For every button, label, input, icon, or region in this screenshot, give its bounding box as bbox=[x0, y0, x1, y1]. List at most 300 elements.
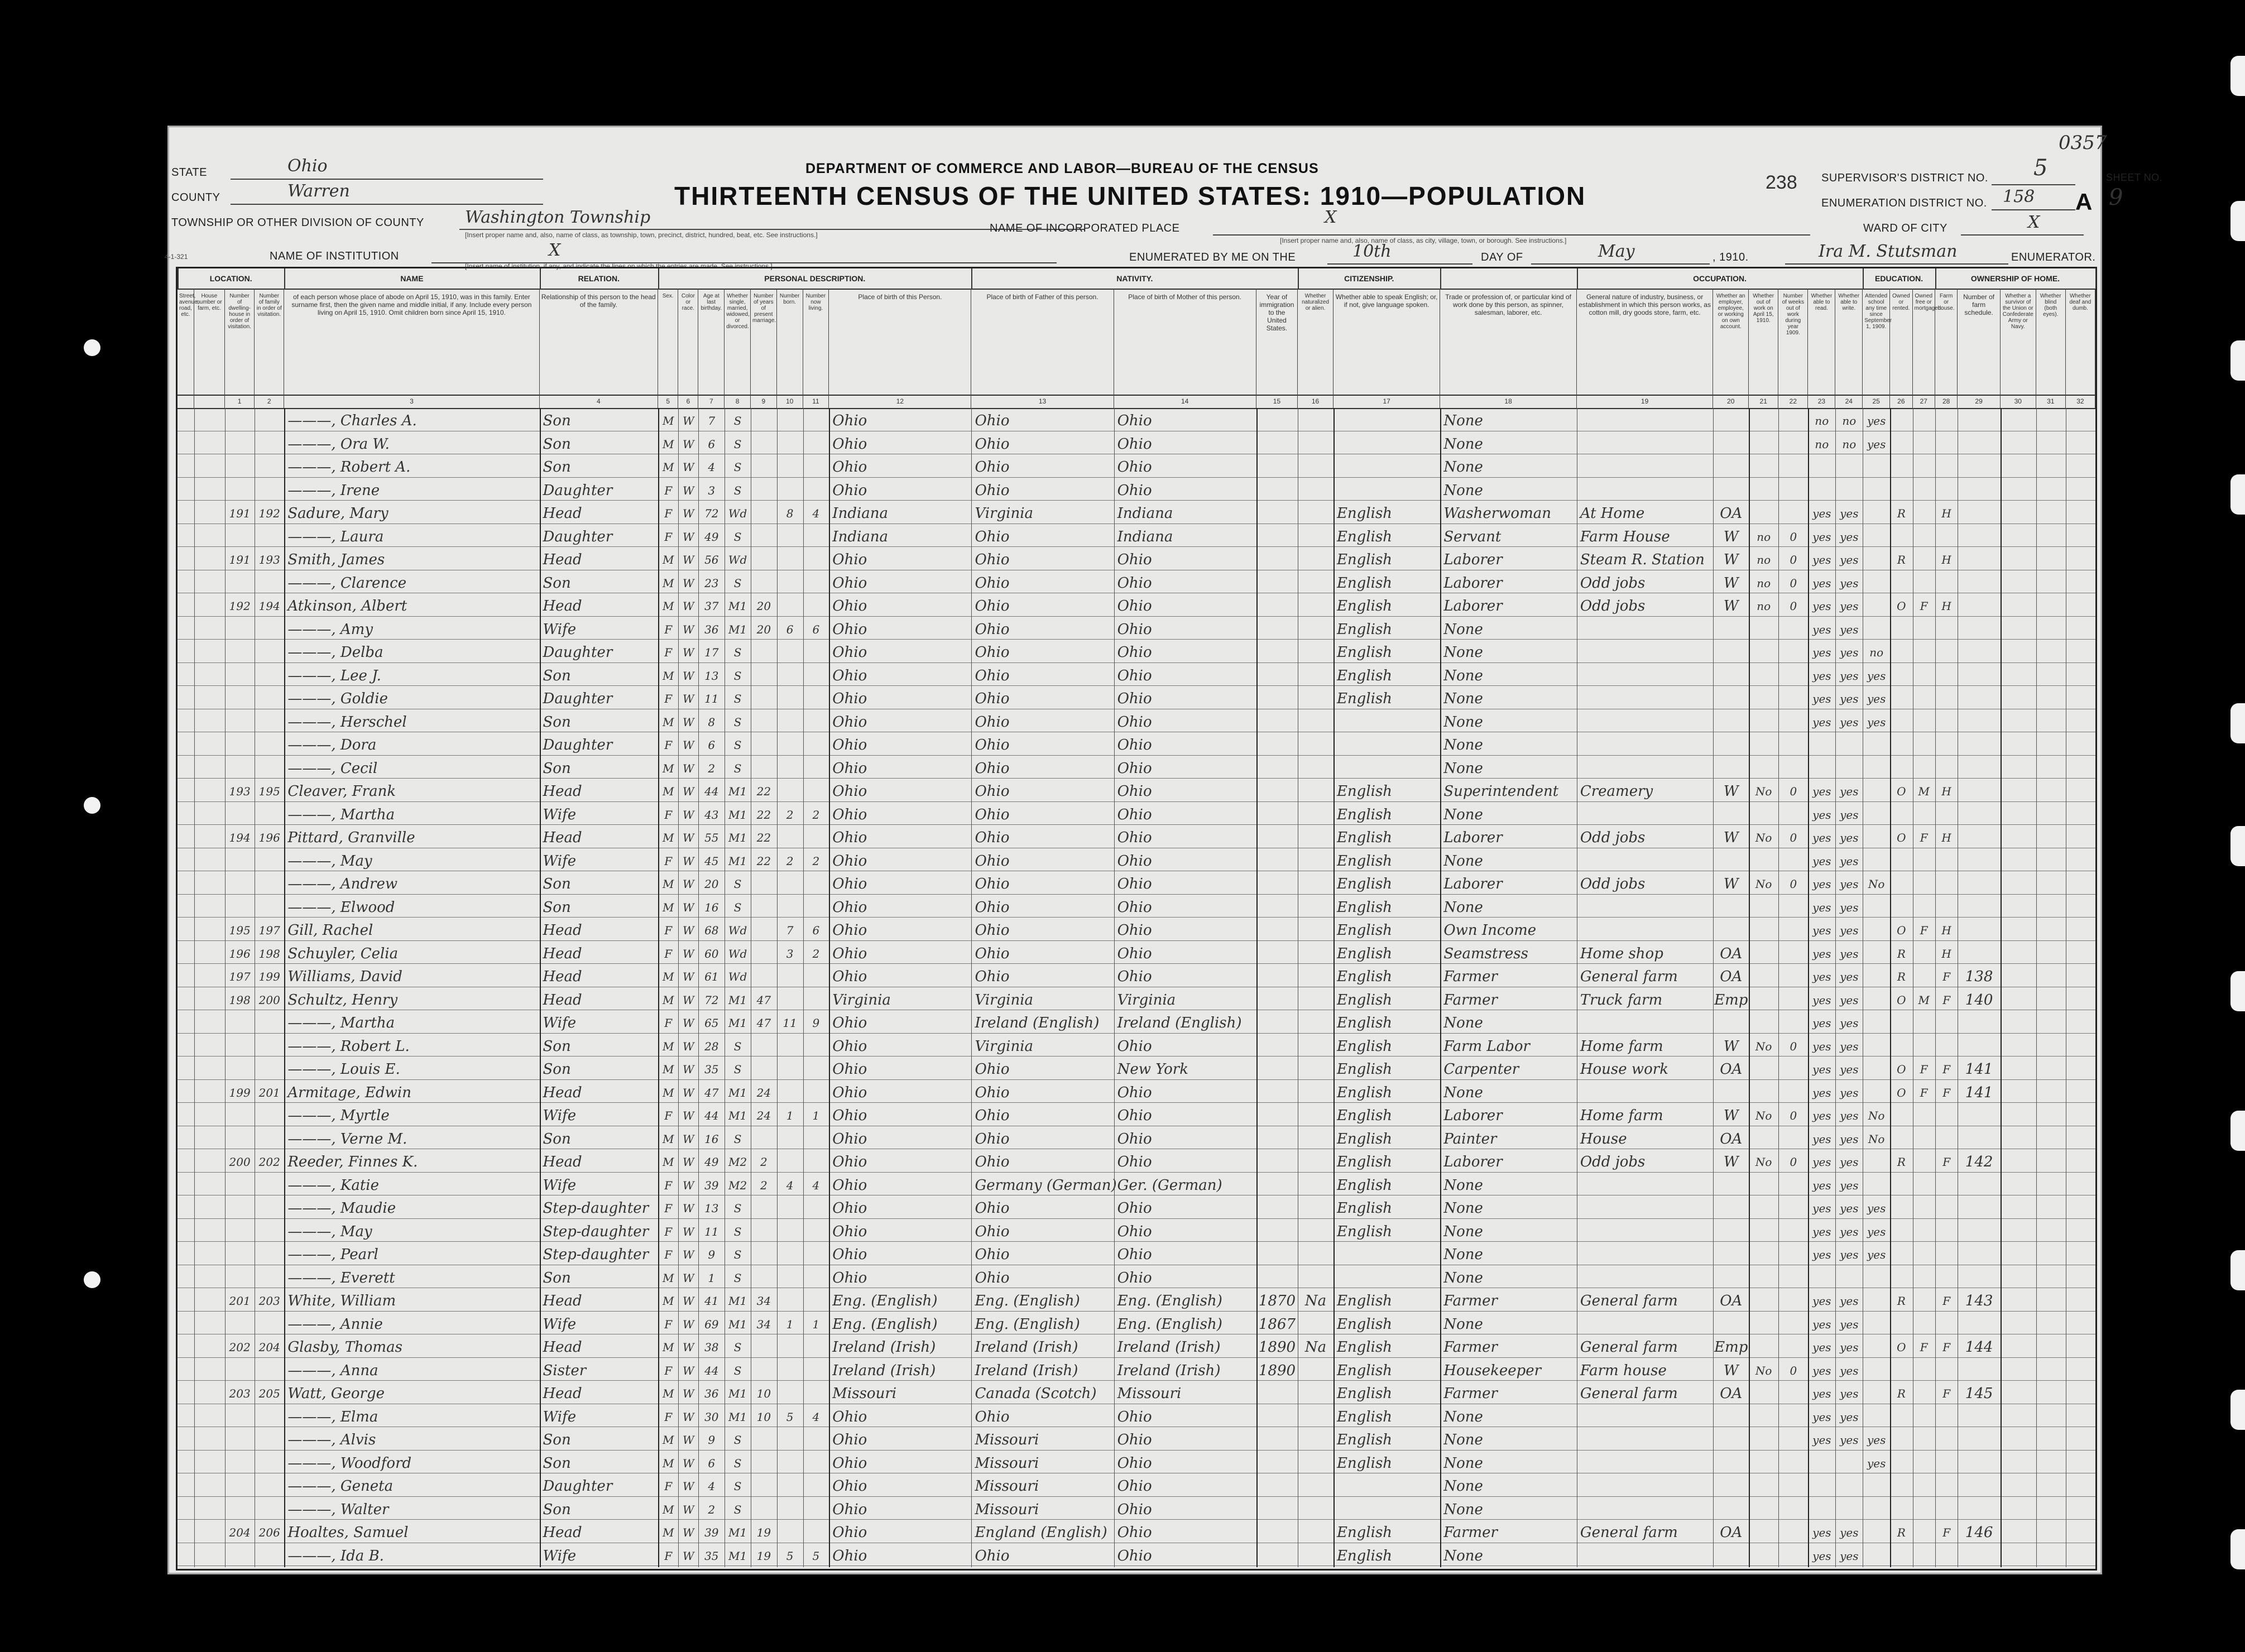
cell-ms: Wd bbox=[728, 553, 747, 566]
cell-dw: 198 bbox=[229, 993, 251, 1007]
column-header: Year of immigration to the United States. bbox=[1256, 289, 1298, 395]
column-number: 22 bbox=[1778, 395, 1808, 408]
column-number: 18 bbox=[1440, 395, 1577, 408]
county-label: COUNTY bbox=[171, 191, 220, 204]
cell-write: yes bbox=[1840, 1363, 1859, 1377]
cell-age: 49 bbox=[704, 1155, 719, 1169]
cell-age: 23 bbox=[704, 576, 719, 590]
cell-fbp: Ohio bbox=[975, 899, 1010, 916]
cell-race: W bbox=[683, 1549, 694, 1563]
cell-fh: F bbox=[1942, 1294, 1951, 1308]
cell-age: 45 bbox=[704, 854, 719, 868]
cell-rel: Head bbox=[543, 991, 582, 1009]
cell-age: 65 bbox=[704, 1016, 719, 1030]
cell-rel: Head bbox=[543, 922, 582, 939]
punch-hole bbox=[84, 797, 100, 814]
institution-note: [Insert name of institution, if any, and indicate the lines on which the entries are made. See instructions.] bbox=[465, 262, 773, 270]
cell-occ: None bbox=[1443, 737, 1483, 753]
cell-mbp: Ohio bbox=[1117, 760, 1152, 777]
cell-mbp: Ger. (German) bbox=[1117, 1176, 1222, 1194]
cell-mbp: Ohio bbox=[1117, 482, 1152, 499]
cell-mbp: Ohio bbox=[1117, 1524, 1152, 1541]
cell-name: ———, Woodford bbox=[287, 1454, 412, 1472]
cell-name: ———, Elma bbox=[287, 1408, 378, 1425]
cell-own: R bbox=[1897, 553, 1906, 566]
cell-race: W bbox=[683, 900, 694, 914]
cell-school: yes bbox=[1867, 437, 1886, 451]
column-number: 10 bbox=[777, 395, 803, 408]
cell-write: yes bbox=[1840, 669, 1859, 683]
cell-emp: W bbox=[1723, 551, 1739, 568]
cell-write: yes bbox=[1840, 831, 1859, 844]
cell-read: yes bbox=[1812, 1086, 1831, 1099]
cell-write: yes bbox=[1840, 692, 1859, 705]
cell-fbp: Ohio bbox=[975, 551, 1010, 568]
cell-read: yes bbox=[1812, 1248, 1831, 1261]
cell-sex: F bbox=[664, 622, 673, 636]
cell-eng: English bbox=[1336, 783, 1393, 800]
cell-sex: F bbox=[664, 646, 673, 659]
cell-bp: Ohio bbox=[832, 876, 867, 892]
cell-race: W bbox=[683, 553, 694, 566]
cell-ms: S bbox=[733, 1341, 742, 1354]
cell-ms: S bbox=[733, 1363, 742, 1377]
cell-mbp: Ohio bbox=[1117, 1223, 1152, 1240]
cell-ind: Odd jobs bbox=[1580, 1154, 1646, 1170]
cell-fbp: Ohio bbox=[975, 598, 1010, 614]
cell-rel: Sister bbox=[543, 1362, 587, 1379]
cell-name: ———, Robert A. bbox=[287, 459, 411, 476]
cell-race: W bbox=[683, 1155, 694, 1169]
cell-born: 8 bbox=[786, 507, 794, 520]
column-numbers bbox=[178, 395, 2095, 409]
cell-fbp: Ireland (Irish) bbox=[975, 1362, 1078, 1379]
column-group-header: LOCATION. bbox=[178, 268, 285, 289]
cell-age: 68 bbox=[704, 924, 719, 937]
cell-fbp: Ohio bbox=[975, 852, 1010, 870]
cell-yrs: 10 bbox=[756, 1410, 771, 1424]
cell-occ: Laborer bbox=[1443, 876, 1503, 892]
cell-write: yes bbox=[1840, 576, 1859, 590]
cell-age: 16 bbox=[704, 1132, 719, 1146]
column-header: Number now living. bbox=[803, 289, 829, 395]
cell-ind: General farm bbox=[1580, 1339, 1678, 1356]
cell-rel: Step-daughter bbox=[543, 1246, 649, 1263]
township-note: [Insert proper name and, also, name of class, as township, town, precinct, district, hundred, beat, etc. See instructions.] bbox=[465, 231, 818, 239]
cell-race: W bbox=[683, 1271, 694, 1285]
cell-bp: Ohio bbox=[832, 1408, 867, 1425]
cell-oow: No bbox=[1755, 1109, 1772, 1122]
cell-eng: English bbox=[1336, 1200, 1393, 1217]
column-number: 23 bbox=[1808, 395, 1835, 408]
cell-ms: S bbox=[733, 483, 742, 497]
cell-mbp: Ohio bbox=[1117, 1269, 1152, 1286]
cell-read: yes bbox=[1812, 1294, 1831, 1308]
cell-name: ———, Myrtle bbox=[287, 1107, 390, 1124]
page-number: 238 bbox=[1766, 172, 1797, 193]
cell-own: R bbox=[1897, 947, 1906, 961]
cell-mbp: Ohio bbox=[1117, 1454, 1152, 1472]
cell-name: ———, Robert L. bbox=[287, 1038, 410, 1055]
cell-occ: None bbox=[1443, 1315, 1483, 1333]
cell-bp: Ohio bbox=[832, 1015, 867, 1031]
cell-eng: English bbox=[1336, 1339, 1393, 1356]
cell-read: yes bbox=[1812, 553, 1831, 566]
cell-fbp: Ohio bbox=[975, 1084, 1010, 1101]
cell-ms: S bbox=[733, 877, 742, 891]
cell-age: 43 bbox=[704, 808, 719, 822]
cell-name: Reeder, Finnes K. bbox=[287, 1154, 418, 1170]
cell-mbp: Indiana bbox=[1117, 505, 1173, 522]
cell-mbp: Ohio bbox=[1117, 1154, 1152, 1170]
sheet-letter: A bbox=[2075, 189, 2093, 215]
cell-eng: English bbox=[1336, 1547, 1393, 1564]
cell-write: no bbox=[1842, 414, 1857, 428]
cell-age: 41 bbox=[704, 1294, 719, 1308]
column-header: Whether an employer, employee, or working on own account. bbox=[1713, 289, 1749, 395]
cell-mbp: Missouri bbox=[1117, 1385, 1182, 1402]
cell-mbp: Ohio bbox=[1117, 459, 1152, 476]
cell-read: yes bbox=[1812, 669, 1831, 683]
cell-wks: 0 bbox=[1790, 831, 1797, 844]
cell-mbp: Ohio bbox=[1117, 435, 1152, 453]
cell-fam: 206 bbox=[258, 1526, 280, 1539]
cell-born: 2 bbox=[786, 854, 794, 868]
cell-sex: M bbox=[662, 785, 674, 798]
cell-age: 39 bbox=[704, 1178, 719, 1192]
cell-age: 72 bbox=[704, 507, 719, 520]
cell-ms: M2 bbox=[728, 1178, 747, 1192]
cell-read: yes bbox=[1812, 900, 1831, 914]
cell-own: O bbox=[1897, 831, 1906, 844]
cell-farm: 141 bbox=[1965, 1061, 1993, 1078]
column-header: Attended school any time since September 1, 1909. bbox=[1863, 289, 1890, 395]
column-number: 2 bbox=[255, 395, 284, 408]
cell-read: yes bbox=[1812, 1132, 1831, 1146]
cell-emp: W bbox=[1723, 598, 1739, 614]
cell-bp: Ohio bbox=[832, 737, 867, 753]
column-header: of each person whose place of abode on April 15, 1910, was in this family. Enter surname first, then the given name and middle initial, if any. Include every person living on April 15, 1910. Omit children born since April 15, 1910. bbox=[284, 289, 539, 395]
cell-ms: M1 bbox=[728, 1016, 747, 1030]
column-number: 19 bbox=[1577, 395, 1714, 408]
cell-sex: F bbox=[664, 530, 673, 544]
film-edge-tab bbox=[2230, 1111, 2245, 1151]
cell-race: W bbox=[683, 530, 694, 544]
cell-ind: House bbox=[1580, 1130, 1627, 1147]
cell-bp: Missouri bbox=[832, 1385, 897, 1402]
enumerator-line bbox=[1785, 263, 2008, 265]
cell-sex: M bbox=[662, 1039, 674, 1053]
cell-read: yes bbox=[1812, 877, 1831, 891]
cell-oow: No bbox=[1755, 831, 1772, 844]
cell-rel: Wife bbox=[543, 1408, 577, 1425]
cell-mbp: Ohio bbox=[1117, 783, 1152, 800]
cell-fbp: Ohio bbox=[975, 574, 1010, 592]
cell-ms: M1 bbox=[728, 1109, 747, 1122]
column-header: Color or race. bbox=[678, 289, 698, 395]
cell-mbp: Ohio bbox=[1117, 806, 1152, 823]
column-header: Whether naturalized or alien. bbox=[1298, 289, 1333, 395]
column-rule bbox=[1935, 408, 1936, 1567]
cell-name: ———, Louis E. bbox=[287, 1061, 400, 1078]
cell-emp: OA bbox=[1720, 1061, 1743, 1078]
cell-name: ———, Everett bbox=[287, 1269, 395, 1286]
enumeration-day: 10th bbox=[1352, 242, 1392, 261]
cell-ind: Home farm bbox=[1580, 1038, 1663, 1055]
cell-occ: Painter bbox=[1443, 1130, 1497, 1147]
cell-bp: Ohio bbox=[832, 1246, 867, 1263]
cell-name: ———, Irene bbox=[287, 482, 380, 499]
cell-age: 13 bbox=[704, 1202, 719, 1215]
cell-mbp: Eng. (English) bbox=[1117, 1315, 1222, 1333]
cell-write: yes bbox=[1840, 1178, 1859, 1192]
cell-school: yes bbox=[1867, 669, 1886, 683]
cell-ms: S bbox=[733, 437, 742, 451]
cell-mbp: Indiana bbox=[1117, 528, 1173, 545]
sheet-header bbox=[165, 127, 2163, 270]
cell-race: W bbox=[683, 993, 694, 1007]
cell-write: yes bbox=[1840, 808, 1859, 822]
cell-yrs: 22 bbox=[756, 854, 771, 868]
cell-age: 8 bbox=[708, 715, 716, 729]
cell-occ: Own Income bbox=[1443, 922, 1537, 939]
cell-fam: 203 bbox=[258, 1294, 280, 1308]
cell-ms: M1 bbox=[728, 1387, 747, 1400]
month-line bbox=[1531, 263, 1710, 265]
cell-school: No bbox=[1868, 1109, 1885, 1122]
cell-age: 4 bbox=[708, 1480, 716, 1493]
cell-rel: Head bbox=[543, 829, 582, 846]
cell-dw: 194 bbox=[229, 831, 251, 844]
enumerated-label: ENUMERATED BY ME ON THE bbox=[1129, 251, 1296, 263]
cell-oow: No bbox=[1755, 785, 1772, 798]
cell-free: F bbox=[1920, 924, 1928, 937]
cell-fam: 202 bbox=[258, 1155, 280, 1169]
cell-born: 5 bbox=[786, 1549, 794, 1563]
cell-race: W bbox=[683, 947, 694, 961]
cell-fh: H bbox=[1941, 785, 1951, 798]
cell-fbp: Ohio bbox=[975, 829, 1010, 846]
cell-rel: Son bbox=[543, 412, 571, 429]
cell-wks: 0 bbox=[1790, 530, 1797, 544]
cell-ms: M1 bbox=[728, 808, 747, 822]
cell-ms: S bbox=[733, 1433, 742, 1447]
cell-name: Sadure, Mary bbox=[287, 505, 388, 522]
cell-fam: 192 bbox=[258, 507, 280, 520]
cell-eng: English bbox=[1336, 505, 1393, 522]
cell-ms: S bbox=[733, 1224, 742, 1238]
cell-name: Pittard, Granville bbox=[287, 829, 415, 846]
cell-fam: 193 bbox=[258, 553, 280, 566]
cell-free: F bbox=[1920, 831, 1928, 844]
cell-write: yes bbox=[1840, 1410, 1859, 1424]
cell-ind: Steam R. Station bbox=[1580, 551, 1705, 568]
cell-race: W bbox=[683, 970, 694, 983]
cell-fbp: Ohio bbox=[975, 945, 1010, 962]
cell-mbp: Ohio bbox=[1117, 1130, 1152, 1147]
enumeration-line bbox=[1992, 209, 2075, 210]
cell-fbp: Ohio bbox=[975, 1547, 1010, 1564]
cell-sex: M bbox=[662, 1433, 674, 1447]
column-header: Number of weeks out of work during year 1909. bbox=[1778, 289, 1808, 395]
column-number: 32 bbox=[2066, 395, 2095, 408]
cell-race: W bbox=[683, 692, 694, 705]
cell-occ: None bbox=[1443, 1176, 1483, 1194]
cell-born: 11 bbox=[783, 1016, 797, 1030]
cell-read: yes bbox=[1812, 1433, 1831, 1447]
cell-ind: Home shop bbox=[1580, 945, 1663, 962]
cell-sex: F bbox=[664, 692, 673, 705]
cell-free: M bbox=[1918, 993, 1930, 1007]
cell-mbp: Ohio bbox=[1117, 1501, 1152, 1518]
cell-sex: M bbox=[662, 970, 674, 983]
column-rule bbox=[225, 408, 226, 1567]
cell-born: 2 bbox=[786, 808, 794, 822]
film-edge-tab bbox=[2230, 1250, 2245, 1290]
cell-born: 5 bbox=[786, 1410, 794, 1424]
cell-eng: English bbox=[1336, 1038, 1393, 1055]
cell-bp: Ohio bbox=[832, 690, 867, 707]
cell-living: 6 bbox=[812, 622, 820, 636]
column-header: Sex. bbox=[658, 289, 678, 395]
cell-fbp: Virginia bbox=[975, 1038, 1034, 1055]
state-value: Ohio bbox=[287, 156, 328, 176]
cell-mbp: Ireland (English) bbox=[1117, 1015, 1242, 1031]
cell-name: Cleaver, Frank bbox=[287, 783, 396, 800]
cell-race: W bbox=[683, 1178, 694, 1192]
cell-fbp: Ohio bbox=[975, 1130, 1010, 1147]
cell-name: Atkinson, Albert bbox=[287, 598, 407, 614]
cell-sex: M bbox=[662, 831, 674, 844]
cell-write: yes bbox=[1840, 553, 1859, 566]
cell-fbp: Eng. (English) bbox=[975, 1315, 1080, 1333]
cell-born: 7 bbox=[786, 924, 794, 937]
cell-age: 28 bbox=[704, 1039, 719, 1053]
cell-name: Armitage, Edwin bbox=[287, 1084, 411, 1101]
cell-sex: F bbox=[664, 1480, 673, 1493]
cell-write: yes bbox=[1840, 1387, 1859, 1400]
column-number: 15 bbox=[1256, 395, 1298, 408]
cell-oow: No bbox=[1755, 1039, 1772, 1053]
cell-bp: Ohio bbox=[832, 482, 867, 499]
cell-sex: F bbox=[664, 1178, 673, 1192]
cell-occ: Carpenter bbox=[1443, 1061, 1519, 1078]
cell-school: yes bbox=[1867, 715, 1886, 729]
cell-bp: Ohio bbox=[832, 945, 867, 962]
cell-bp: Ohio bbox=[832, 1269, 867, 1286]
cell-fh: F bbox=[1942, 1063, 1951, 1076]
cell-sex: M bbox=[662, 877, 674, 891]
cell-eng: English bbox=[1336, 829, 1393, 846]
form-code: 4-1-321 bbox=[165, 253, 188, 261]
cell-write: yes bbox=[1840, 947, 1859, 961]
cell-bp: Indiana bbox=[832, 505, 889, 522]
cell-born: 3 bbox=[786, 947, 794, 961]
cell-mbp: Ohio bbox=[1117, 1246, 1152, 1263]
cell-read: yes bbox=[1812, 1016, 1831, 1030]
cell-fbp: Ohio bbox=[975, 1223, 1010, 1240]
cell-rel: Head bbox=[543, 1084, 582, 1101]
cell-rel: Wife bbox=[543, 852, 577, 870]
punch-hole bbox=[84, 1271, 100, 1288]
cell-fbp: Virginia bbox=[975, 991, 1034, 1009]
cell-mbp: Ohio bbox=[1117, 1107, 1152, 1124]
cell-mbp: Ohio bbox=[1117, 1200, 1152, 1217]
cell-race: W bbox=[683, 854, 694, 868]
cell-fh: F bbox=[1942, 1387, 1951, 1400]
cell-age: 56 bbox=[704, 553, 719, 566]
cell-fbp: Missouri bbox=[975, 1501, 1039, 1518]
cell-race: W bbox=[683, 738, 694, 752]
cell-oow: no bbox=[1757, 553, 1771, 566]
cell-sex: M bbox=[662, 599, 674, 613]
cell-occ: Farmer bbox=[1443, 991, 1498, 1009]
column-rule bbox=[1749, 408, 1750, 1567]
column-number: 7 bbox=[698, 395, 725, 408]
cell-occ: Laborer bbox=[1443, 1154, 1503, 1170]
column-header: Age at last birthday. bbox=[698, 289, 725, 395]
cell-free: M bbox=[1918, 785, 1930, 798]
cell-ms: M1 bbox=[728, 622, 747, 636]
cell-eng: English bbox=[1336, 574, 1393, 592]
cell-age: 37 bbox=[704, 599, 719, 613]
cell-age: 44 bbox=[704, 785, 719, 798]
column-header: Trade or profession of, or particular kind of work done by this person, as spinner, salesman, laborer, etc. bbox=[1440, 289, 1577, 395]
cell-sex: M bbox=[662, 1387, 674, 1400]
cell-bp: Ohio bbox=[832, 1107, 867, 1124]
cell-fbp: Missouri bbox=[975, 1478, 1039, 1495]
cell-bp: Indiana bbox=[832, 528, 889, 545]
cell-name: ———, Martha bbox=[287, 806, 395, 823]
cell-occ: Superintendent bbox=[1443, 783, 1559, 800]
cell-eng: English bbox=[1336, 922, 1393, 939]
ward-value: X bbox=[2028, 213, 2040, 232]
cell-ms: Wd bbox=[728, 924, 747, 937]
cell-rel: Head bbox=[543, 1293, 582, 1309]
cell-fam: 198 bbox=[258, 947, 280, 961]
cell-age: 3 bbox=[708, 483, 716, 497]
cell-name: ———, May bbox=[287, 1223, 372, 1240]
cell-ind: General farm bbox=[1580, 968, 1678, 985]
cell-free: F bbox=[1920, 1341, 1928, 1354]
cell-sex: F bbox=[664, 1363, 673, 1377]
corner-note: 0357 bbox=[2059, 132, 2107, 154]
cell-dw: 200 bbox=[229, 1155, 251, 1169]
cell-own: R bbox=[1897, 1155, 1906, 1169]
cell-dw: 199 bbox=[229, 1086, 251, 1099]
cell-fam: 199 bbox=[258, 970, 280, 983]
cell-write: yes bbox=[1840, 715, 1859, 729]
cell-name: ———, Clarence bbox=[287, 574, 407, 592]
cell-rel: Son bbox=[543, 899, 571, 916]
cell-occ: None bbox=[1443, 1269, 1483, 1286]
county-value: Warren bbox=[287, 181, 350, 201]
cell-age: 30 bbox=[704, 1410, 719, 1424]
cell-write: yes bbox=[1840, 1294, 1859, 1308]
cell-ind: General farm bbox=[1580, 1385, 1678, 1402]
cell-living: 2 bbox=[812, 808, 820, 822]
cell-bp: Ohio bbox=[832, 1084, 867, 1101]
cell-age: 60 bbox=[704, 947, 719, 961]
column-number: 30 bbox=[2001, 395, 2036, 408]
cell-living: 6 bbox=[812, 924, 820, 937]
cell-rel: Son bbox=[543, 1454, 571, 1472]
cell-read: yes bbox=[1812, 1410, 1831, 1424]
column-group-header bbox=[178, 268, 179, 289]
cell-read: yes bbox=[1812, 1317, 1831, 1331]
cell-eng: English bbox=[1336, 1385, 1393, 1402]
cell-age: 16 bbox=[704, 900, 719, 914]
